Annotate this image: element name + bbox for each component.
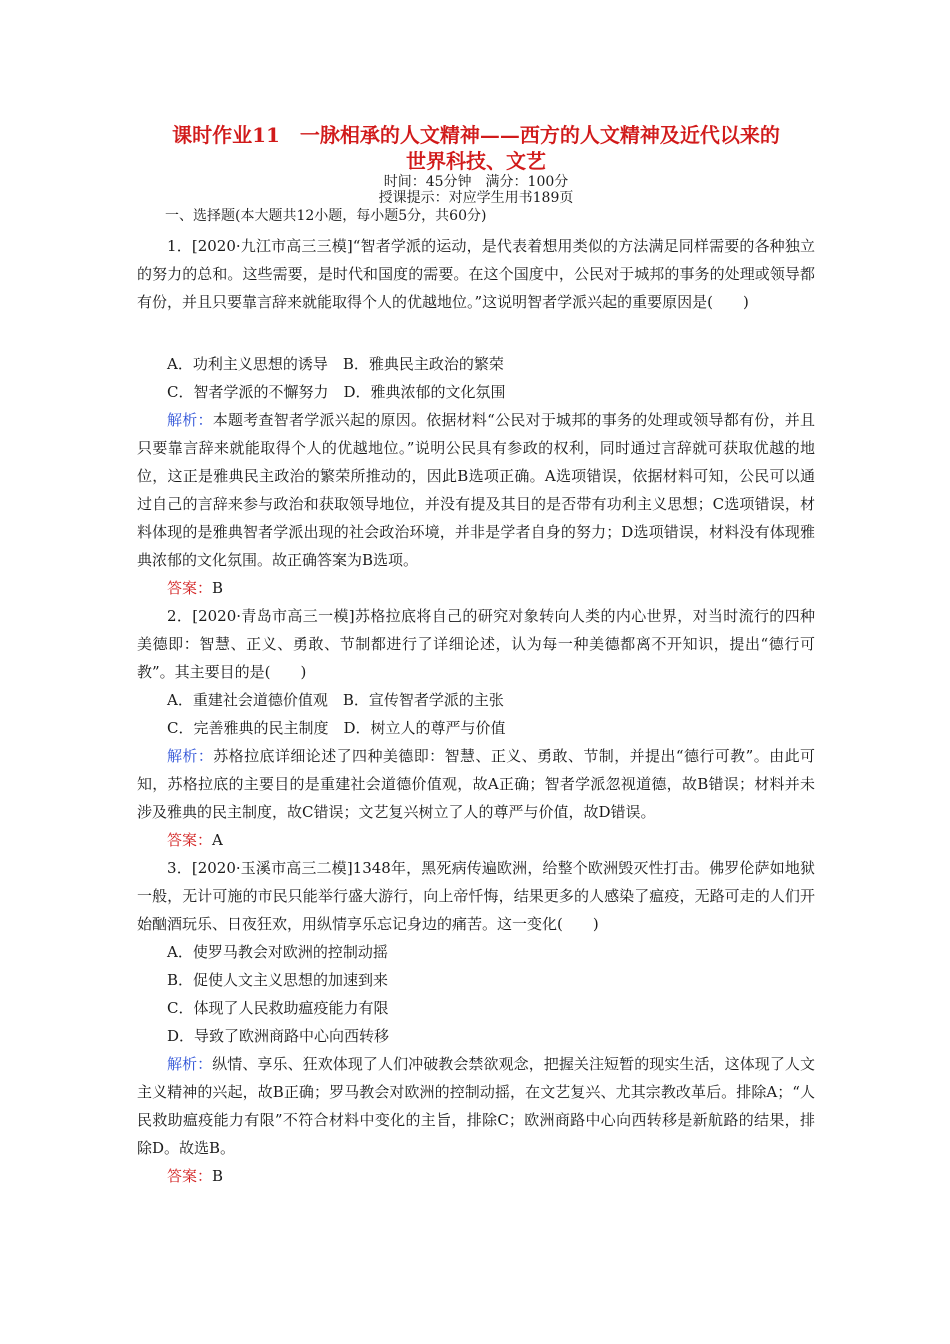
analysis-label: 解析： bbox=[167, 1055, 213, 1073]
analysis-label: 解析： bbox=[167, 747, 214, 765]
answer-label: 答案： bbox=[167, 579, 213, 597]
options-line: C．完善雅典的民主制度 D．树立人的尊严与价值 bbox=[167, 719, 506, 737]
answer bbox=[137, 574, 815, 602]
answer-label: 答案： bbox=[167, 831, 213, 849]
option-b: B．促使人文主义思想的加速到来 bbox=[167, 971, 389, 989]
answer-value: B bbox=[212, 579, 224, 597]
analysis-text: 纵情、享乐、狂欢体现了人们冲破教会禁欲观念，把握关注短暂的现实生活，这体现了人文主义精神的兴起，故B正确；罗马教会对欧洲的控制动摇，在文艺复兴、尤其宗教改革后。排除A；“人民救助瘟疫能力有限”不符合材料中变化的主旨，排除C；欧洲商路中心向西转移是新航路的结果，排除D。故选B。 bbox=[137, 1055, 815, 1157]
page-title bbox=[137, 122, 815, 174]
analysis bbox=[137, 1050, 815, 1162]
answer-value: A bbox=[212, 831, 223, 849]
question-stem: 2．[2020·青岛市高三一模]苏格拉底将自己的研究对象转向人类的内心世界，对当时流行的四种美德即：智慧、正义、勇敢、节制都进行了详细论述，认为每一种美德都离不开知识，提出“德行可教”。其主要目的是( ) bbox=[137, 607, 815, 681]
options-line: A．功利主义思想的诱导 B．雅典民主政治的繁荣 bbox=[167, 355, 504, 373]
question-2 bbox=[137, 602, 815, 854]
answer bbox=[137, 1162, 815, 1190]
answer-value: B bbox=[212, 1167, 224, 1185]
option-c: C．体现了人民救助瘟疫能力有限 bbox=[167, 999, 389, 1017]
title-line-2: 世界科技、文艺 bbox=[406, 149, 546, 173]
option-d: D．导致了欧洲商路中心向西转移 bbox=[167, 1027, 390, 1045]
question-1 bbox=[137, 232, 815, 602]
options-line: C．智者学派的不懈努力 D．雅典浓郁的文化氛围 bbox=[167, 383, 506, 401]
question-stem: 3．[2020·玉溪市高三二模]1348年，黑死病传遍欧洲，给整个欧洲毁灭性打击。佛罗伦萨如地狱一般，无计可施的市民只能举行盛大游行，向上帝忏悔，结果更多的人感染了瘟疫，无路可走的人们开始酗酒玩乐、日夜狂欢，用纵情享乐忘记身边的痛苦。这一变化( ) bbox=[137, 859, 815, 933]
analysis-text: 苏格拉底详细论述了四种美德即：智慧、正义、勇敢、节制，并提出“德行可教”。由此可知，苏格拉底的主要目的是重建社会道德价值观，故A正确；智者学派忽视道德，故B错误；材料并未涉及雅典的民主制度，故C错误；文艺复兴树立了人的尊严与价值，故D错误。 bbox=[137, 747, 815, 821]
title-line-1: 课时作业11 一脉相承的人文精神——西方的人文精神及近代以来的 bbox=[172, 123, 780, 147]
answer-label: 答案： bbox=[167, 1167, 213, 1185]
question-3 bbox=[137, 854, 815, 1190]
analysis-text: 本题考查智者学派兴起的原因。依据材料“公民对于城邦的事务的处理或领导都有份，并且只要靠言辞来就能取得个人的优越地位。”说明公民具有参政的权利，同时通过言辞就可获取优越的地位，这正是雅典民主政治的繁荣所推动的，因此B选项正确。A选项错误，依据材料可知，公民可以通过自己的言辞来参与政治和获取领导地位，并没有提及其目的是否带有功利主义思想；C选项错误，材料体现的是雅典智者学派出现的社会政治环境，并非是学者自身的努力；D选项错误，材料没有体现雅典浓郁的文化氛围。故正确答案为B选项。 bbox=[137, 411, 815, 569]
option-a: A．使罗马教会对欧洲的控制动摇 bbox=[167, 943, 388, 961]
hint-line: 授课提示：对应学生用书189页 bbox=[378, 190, 574, 206]
analysis-label: 解析： bbox=[167, 411, 213, 429]
options-line: A．重建社会道德价值观 B．宣传智者学派的主张 bbox=[167, 691, 504, 709]
section-heading: 一、选择题(本大题共12小题，每小题5分，共60分) bbox=[165, 208, 487, 224]
document-page bbox=[137, 122, 815, 1190]
question-stem: 1．[2020·九江市高三三模]“智者学派的运动，是代表着想用类似的方法满足同样需要的各种独立的努力的总和。这些需要，是时代和国度的需要。在这个国度中，公民对于城邦的事务的处理或领导都有份，并且只要靠言辞来就能取得个人的优越地位。”这说明智者学派兴起的重要原因是( ) bbox=[137, 237, 815, 311]
answer bbox=[137, 826, 815, 854]
analysis bbox=[137, 742, 815, 826]
time-line: 时间：45分钟 满分：100分 bbox=[383, 174, 569, 190]
analysis bbox=[137, 406, 815, 574]
